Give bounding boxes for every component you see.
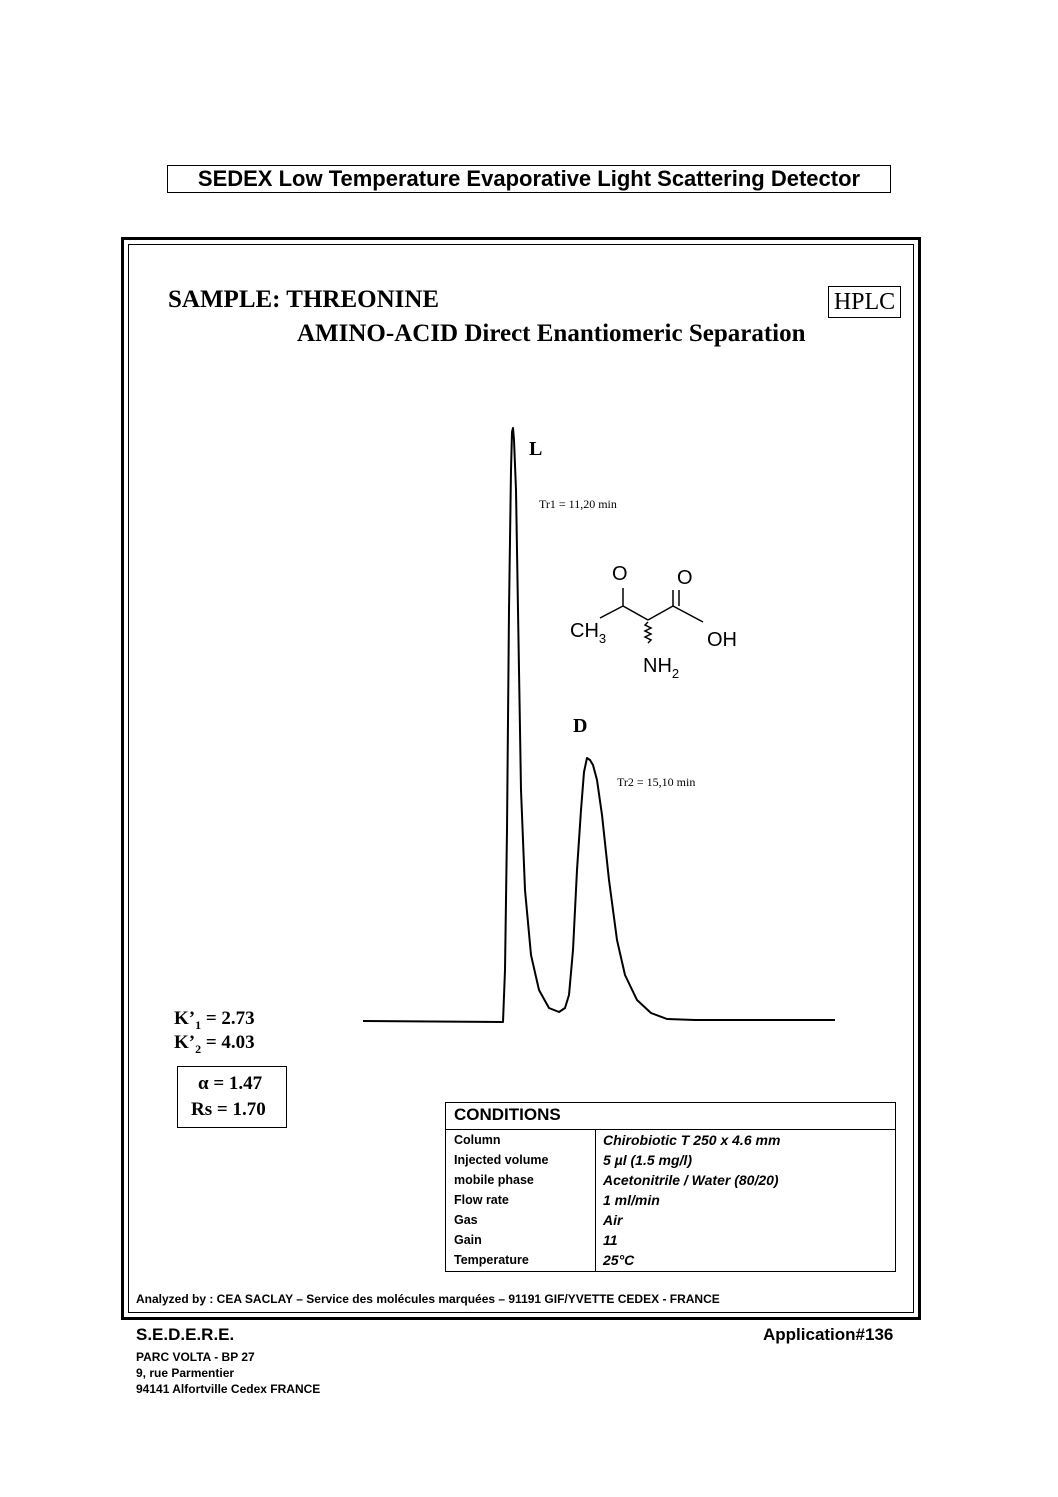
- condition-label: Flow rate: [454, 1193, 509, 1207]
- table-row: [446, 1171, 895, 1191]
- analyzed-by-line: Analyzed by : CEA SACLAY – Service des molécules marquées – 91191 GIF/YVETTE CEDEX - FRANCE: [136, 1292, 720, 1306]
- table-row: [446, 1211, 895, 1231]
- address-line: 9, rue Parmentier: [136, 1366, 235, 1380]
- k1-factor: $K’_1 = 2.73$: [174, 1008, 255, 1032]
- conditions-separator: [446, 1129, 895, 1130]
- resolution-value: Rs = 1.70: [191, 1099, 266, 1120]
- atom-oh: OH: [707, 629, 737, 651]
- peak-d-annotation: Tr2 = 15,10 min: [617, 775, 696, 789]
- peak-d-label: D: [573, 715, 588, 737]
- condition-value: Chirobiotic T 250 x 4.6 mm: [603, 1132, 781, 1148]
- threonine-structure: [600, 588, 703, 643]
- condition-value: 11: [603, 1232, 618, 1248]
- separation-subtitle: AMINO-ACID Direct Enantiomeric Separation: [297, 320, 806, 347]
- condition-label: Temperature: [454, 1253, 529, 1267]
- peak-l-annotation: Tr1 = 11,20 min: [539, 497, 617, 511]
- table-row: [446, 1131, 895, 1151]
- table-row: [446, 1231, 895, 1251]
- condition-value: 1 ml/min: [603, 1192, 660, 1208]
- condition-value: 25°C: [603, 1252, 635, 1268]
- sample-name: SAMPLE: THREONINE: [168, 286, 440, 313]
- condition-value: 5 µl (1.5 mg/l): [603, 1152, 692, 1168]
- condition-value: Air: [603, 1212, 623, 1228]
- table-row: [446, 1251, 895, 1271]
- condition-label: Gain: [454, 1233, 482, 1247]
- condition-label: mobile phase: [454, 1173, 534, 1187]
- conditions-title: CONDITIONS: [454, 1105, 561, 1124]
- chromatogram-trace: [363, 428, 835, 1022]
- application-number: Application#136: [763, 1325, 894, 1344]
- address-line: 94141 Alfortville Cedex FRANCE: [136, 1382, 321, 1396]
- table-row: [446, 1151, 895, 1171]
- chromatogram: [355, 410, 845, 1050]
- atom-o-hydroxyl: O: [612, 563, 628, 585]
- condition-label: Gas: [454, 1213, 478, 1227]
- company-name: S.E.D.E.R.E.: [136, 1325, 235, 1344]
- k2-factor: $K’_2 = 4.03$: [174, 1032, 255, 1056]
- atom-nh2: $NH_2$: [643, 655, 680, 681]
- atom-o-carbonyl: O: [677, 567, 693, 589]
- document-title: SEDEX Low Temperature Evaporative Light Scattering Detector: [167, 165, 891, 193]
- condition-label: Injected volume: [454, 1153, 549, 1167]
- condition-label: Column: [454, 1133, 501, 1147]
- table-row: [446, 1191, 895, 1211]
- condition-value: Acetonitrile / Water (80/20): [603, 1172, 779, 1188]
- alpha-value: α = 1.47: [198, 1073, 263, 1094]
- peak-l-label: L: [529, 438, 543, 460]
- conditions-table: [445, 1102, 896, 1272]
- selectivity-box: [177, 1066, 287, 1128]
- hplc-badge: HPLC: [828, 286, 901, 318]
- atom-ch3: $CH_3$: [570, 620, 607, 646]
- address-line: PARC VOLTA - BP 27: [136, 1350, 255, 1364]
